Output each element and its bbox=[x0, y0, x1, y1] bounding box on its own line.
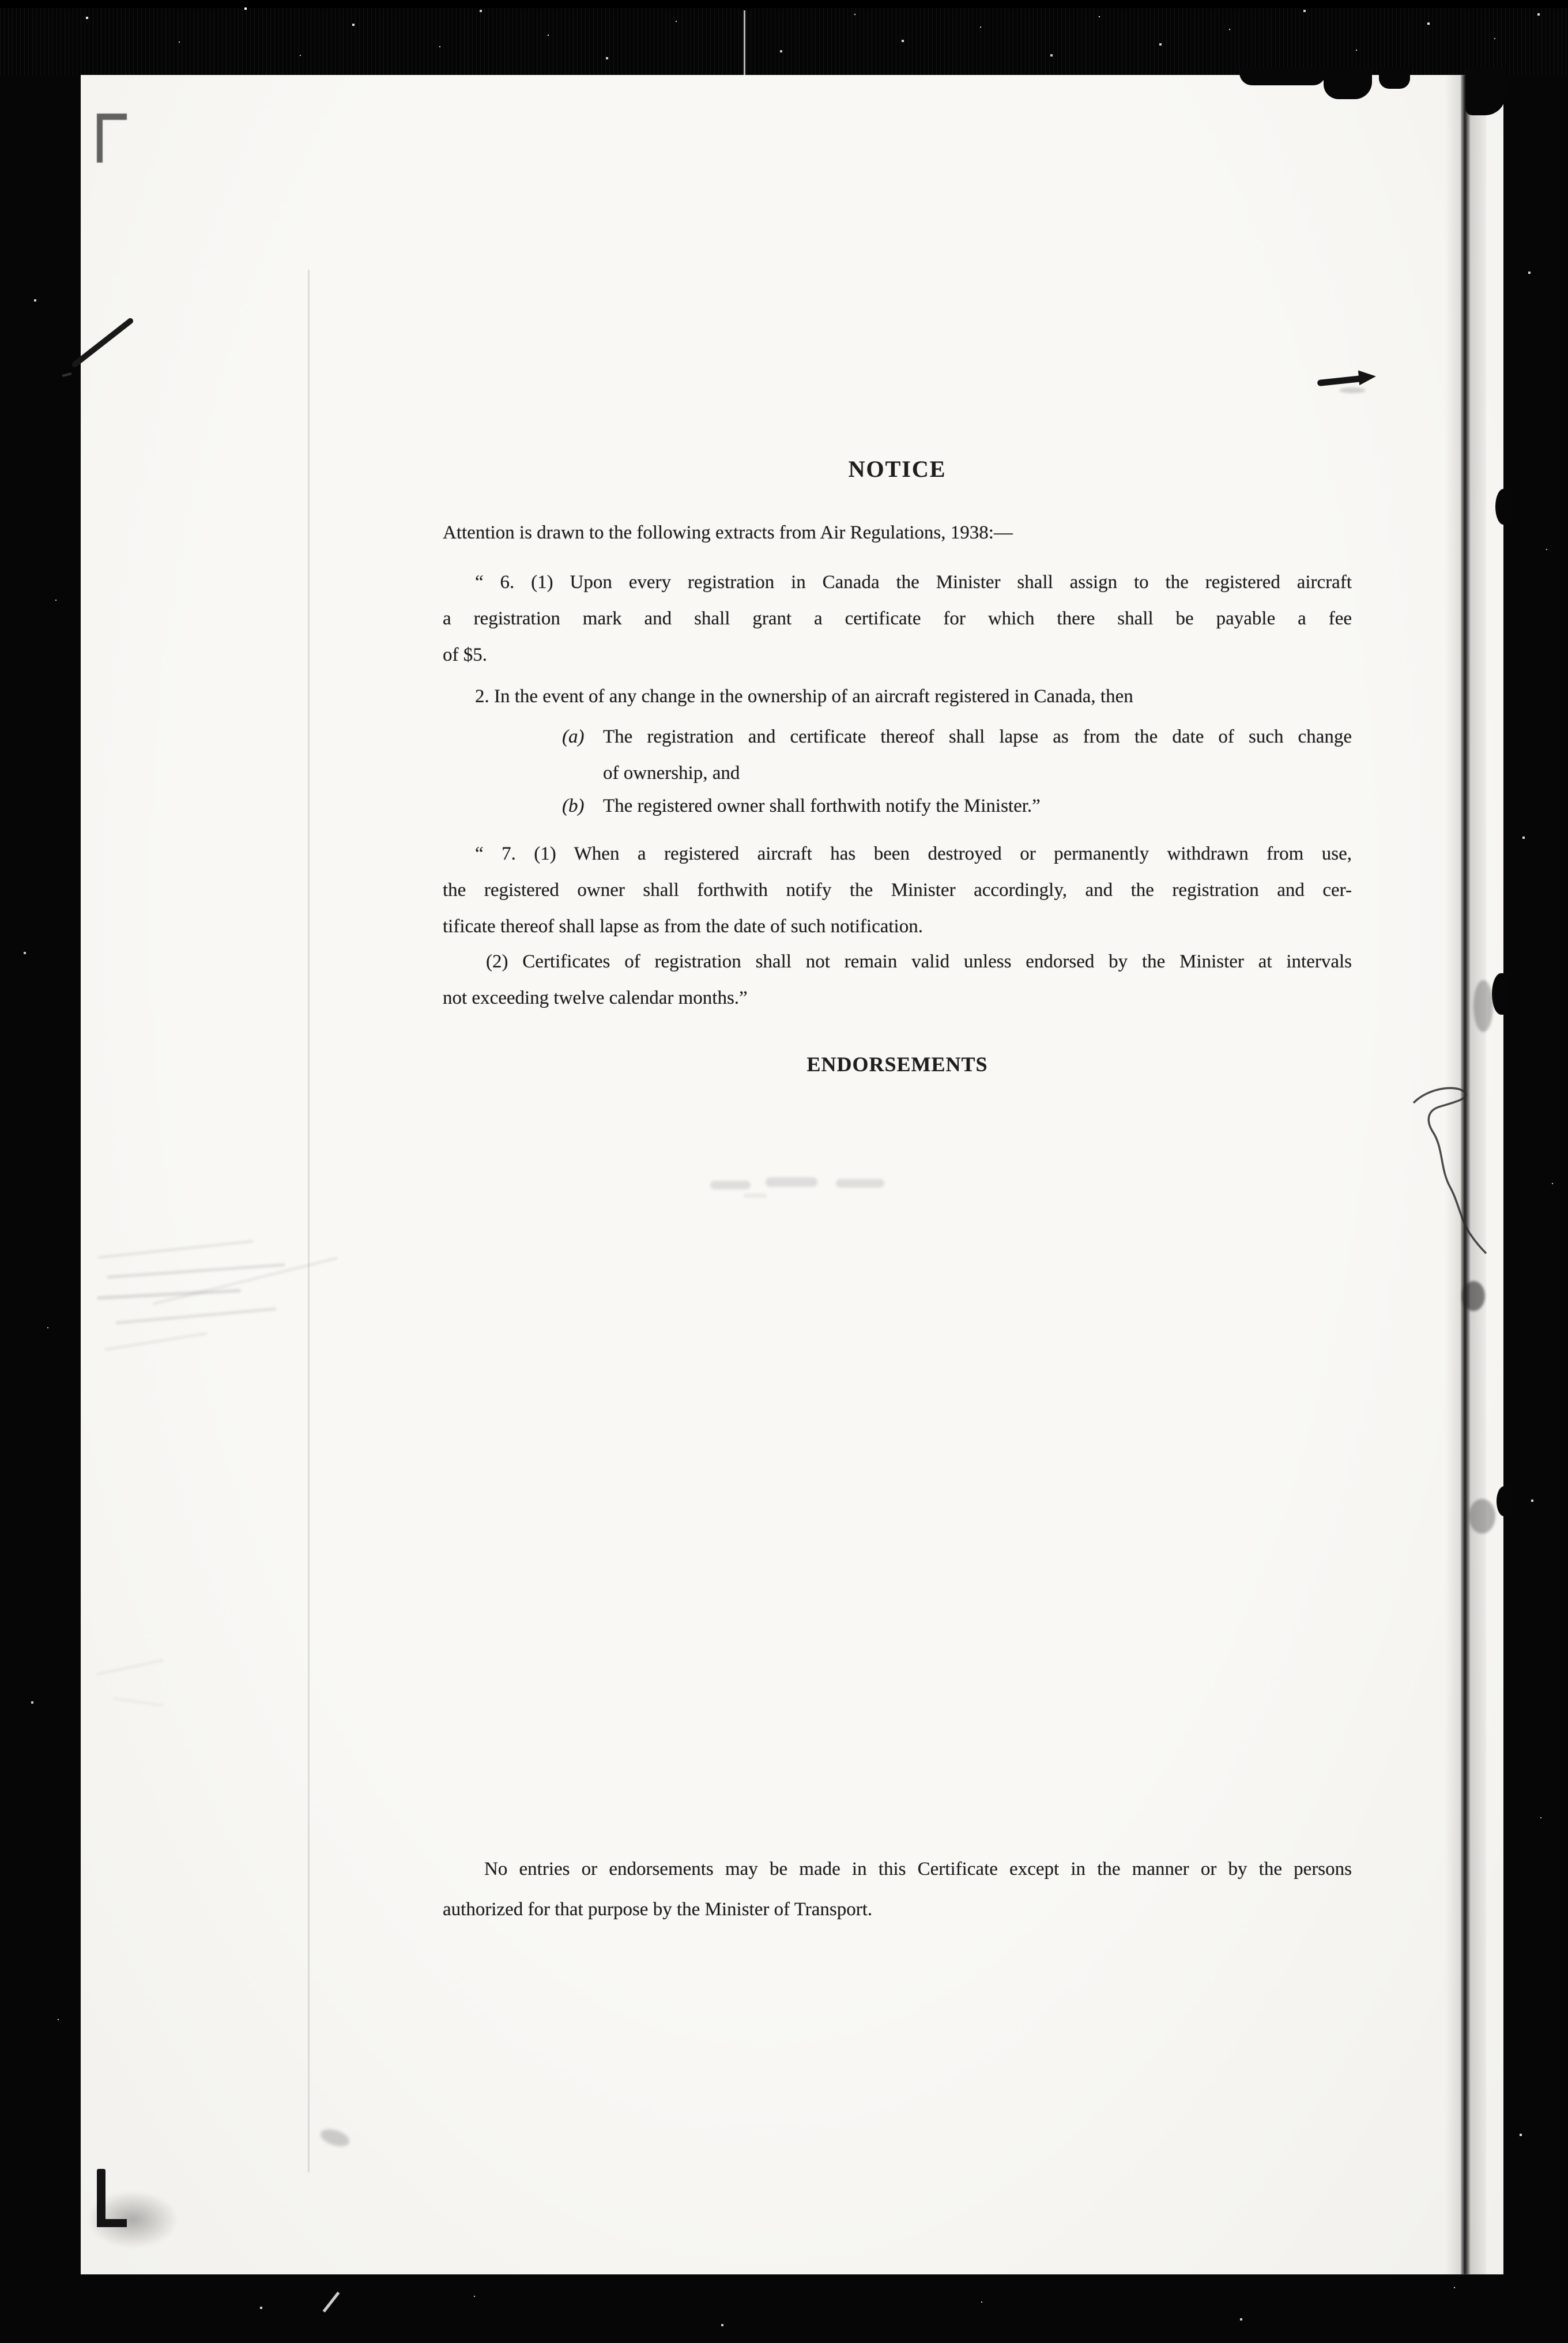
paper-page bbox=[81, 75, 1503, 2274]
para-7-2-line-1: (2) Certificates of registration shall not remain valid unless endorsed by the Minister at intervals bbox=[486, 951, 1352, 972]
para-2-line-1: 2. In the event of any change in the ownership of an aircraft registered in Canada, then bbox=[475, 686, 1133, 707]
para-7-1-line-1: “ 7. (1) When a registered aircraft has been destroyed or permanently withdrawn from use, bbox=[475, 843, 1352, 864]
para-2b-label: (b) bbox=[562, 796, 585, 816]
film-edge-blob bbox=[1495, 489, 1512, 525]
text-column bbox=[443, 75, 1352, 2274]
para-7-1 bbox=[443, 836, 1352, 945]
film-gray-blotch bbox=[1473, 980, 1493, 1032]
film-top-band bbox=[0, 0, 1568, 75]
para-7-2 bbox=[443, 944, 1352, 1016]
film-edge-blob bbox=[1492, 973, 1510, 1015]
footer-note-line-2: authorized for that purpose by the Minister of Transport. bbox=[443, 1899, 873, 1920]
para-7-1-line-3: tificate thereof shall lapse as from the date of such notification. bbox=[443, 916, 923, 937]
intro-line: Attention is drawn to the following extracts from Air Regulations, 1938:— bbox=[443, 522, 1013, 543]
crease-line bbox=[308, 270, 310, 2172]
para-2a bbox=[443, 719, 1352, 792]
hook-squiggle-mark bbox=[1405, 1077, 1492, 1256]
pen-stroke-tail bbox=[62, 372, 71, 377]
notice-title: NOTICE bbox=[848, 456, 947, 482]
footer-note-line-1: No entries or endorsements may be made in this Certificate except in the manner or by the persons bbox=[484, 1859, 1352, 1879]
film-edge-blob bbox=[1497, 1486, 1512, 1516]
film-tear-top-right bbox=[1324, 68, 1372, 99]
film-tear-top-right bbox=[1465, 68, 1506, 115]
footer-note bbox=[443, 1849, 1352, 1930]
film-gray-blotch bbox=[1469, 1499, 1495, 1534]
para-6-1-line-3: of $5. bbox=[443, 645, 487, 665]
film-tear-top-right bbox=[1239, 68, 1326, 85]
para-6-1 bbox=[443, 564, 1352, 673]
para-2a-line-1: The registration and certificate thereof shall lapse as from the date of such change bbox=[603, 726, 1352, 747]
para-6-1-line-2: a registration mark and shall grant a certificate for which there shall be payable a fee bbox=[443, 608, 1352, 629]
film-tear-top-right bbox=[1379, 68, 1410, 89]
para-2a-label: (a) bbox=[562, 726, 585, 747]
film-scratch-bottom bbox=[323, 2292, 340, 2312]
film-speckles bbox=[0, 0, 1, 1]
ink-smudge bbox=[318, 2126, 351, 2150]
film-scratch-line bbox=[744, 10, 745, 75]
para-2b bbox=[443, 788, 1352, 824]
para-7-2-line-2: not exceeding twelve calendar months.” bbox=[443, 988, 748, 1008]
endorsements-title: ENDORSEMENTS bbox=[806, 1053, 988, 1076]
para-2b-line-1: The registered owner shall forthwith notify the Minister.” bbox=[603, 796, 1041, 816]
para-7-1-line-2: the registered owner shall forthwith notify the Minister accordingly, and the registration and cer- bbox=[443, 880, 1352, 901]
para-2 bbox=[443, 679, 1352, 715]
film-top-edge bbox=[0, 0, 1568, 8]
para-6-1-line-1: “ 6. (1) Upon every registration in Canada the Minister shall assign to the registered aircraft bbox=[475, 572, 1352, 593]
para-2a-line-2: of ownership, and bbox=[603, 763, 740, 783]
pen-arrow-mark bbox=[1317, 368, 1381, 393]
film-gray-blotch bbox=[1462, 1281, 1485, 1311]
